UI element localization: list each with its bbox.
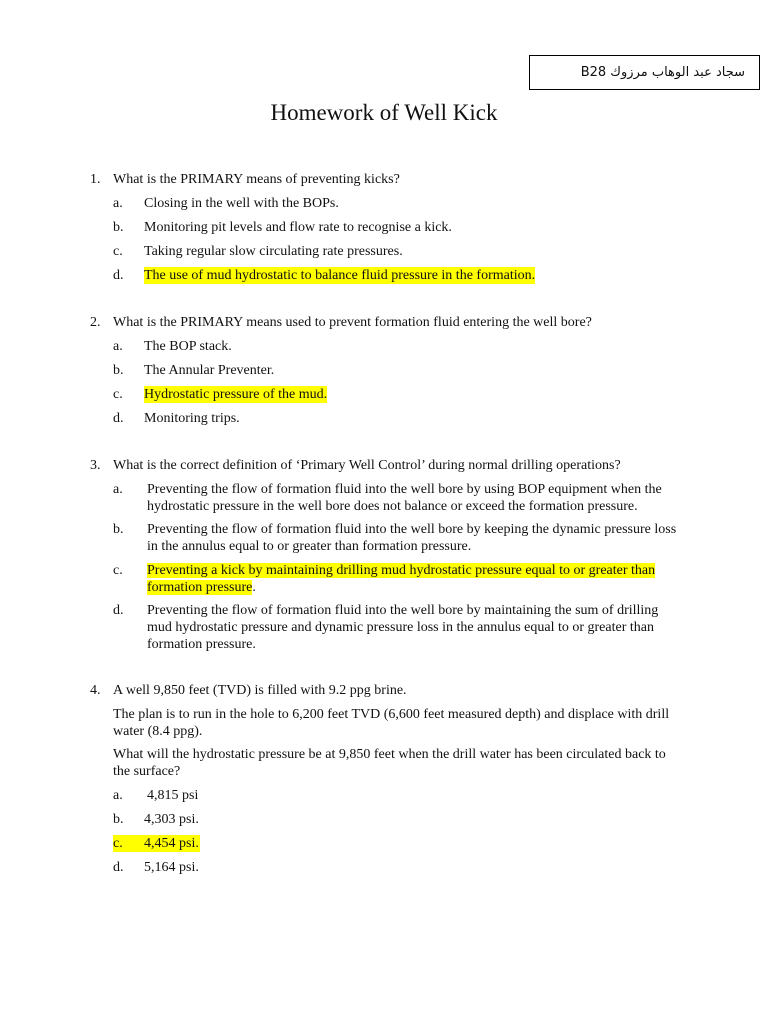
paragraph-line: water (8.4 ppg). [113, 724, 203, 739]
option-letter: a. [113, 196, 123, 211]
question-number: 4. [90, 683, 101, 698]
option-letter: d. [113, 268, 124, 283]
option-text-highlighted: formation pressure [147, 580, 253, 595]
question-number: 3. [90, 458, 101, 473]
option-letter: a. [113, 482, 123, 497]
option-text-highlighted: Hydrostatic pressure of the mud. [144, 387, 328, 402]
option-text: Taking regular slow circulating rate pressures. [144, 244, 403, 259]
student-name: سجاد عبد الوهاب مرزوك B28 [580, 65, 745, 80]
question-4-paragraph-2 [113, 746, 673, 780]
question-text: What is the PRIMARY means used to prevent formation fluid entering the well bore? [113, 315, 592, 330]
option-letter: d. [113, 603, 124, 618]
question-text: What is the PRIMARY means of preventing kicks? [113, 172, 400, 187]
option-letter: d. [113, 860, 124, 875]
option-text-line: in the annulus equal to or greater than formation pressure. [147, 539, 472, 554]
option-text-tail: . [252, 580, 256, 595]
option-text: 5,164 psi. [144, 860, 199, 875]
option-letter: c. [113, 836, 123, 851]
option-letter: a. [113, 788, 123, 803]
question-number: 1. [90, 172, 101, 187]
option-letter: c. [113, 244, 123, 259]
option-text: 4,815 psi [147, 788, 199, 803]
paragraph-line: the surface? [113, 764, 181, 779]
option-letter: a. [113, 339, 123, 354]
option-letter: b. [113, 812, 124, 827]
page-title: Homework of Well Kick [270, 100, 498, 125]
option-letter: d. [113, 411, 124, 426]
option-text-line: Preventing the flow of formation fluid into the well bore by keeping the dynamic pressure loss [147, 522, 677, 537]
option-text-line: Preventing the flow of formation fluid into the well bore by using BOP equipment when the [147, 482, 662, 497]
option-letter: b. [113, 522, 124, 537]
option-text: Monitoring trips. [144, 411, 240, 426]
option-text: The BOP stack. [144, 339, 232, 354]
question-number: 2. [90, 315, 101, 330]
option-text-line: mud hydrostatic pressure and dynamic pressure loss in the annulus equal to or greater than [147, 620, 654, 635]
option-text-line: Preventing the flow of formation fluid into the well bore by maintaining the sum of drilling [147, 603, 659, 618]
option-text-line: formation pressure. [147, 637, 256, 652]
option-text: Monitoring pit levels and flow rate to recognise a kick. [144, 220, 452, 235]
paragraph-line: What will the hydrostatic pressure be at 9,850 feet when the drill water has been circulated back to [113, 747, 666, 762]
option-text-line: hydrostatic pressure in the well bore does not balance or exceed the formation pressure. [147, 499, 638, 514]
option-text: 4,303 psi. [144, 812, 199, 827]
option-text: 4,454 psi. [144, 836, 199, 851]
option-letter: b. [113, 363, 124, 378]
option-letter: b. [113, 220, 124, 235]
option-text-highlighted: The use of mud hydrostatic to balance fluid pressure in the formation. [144, 268, 536, 283]
question-4-paragraph-1 [113, 706, 673, 740]
option-letter: c. [113, 387, 123, 402]
option-text: Closing in the well with the BOPs. [144, 196, 339, 211]
option-4c-highlighted [113, 835, 200, 852]
option-letter: c. [113, 563, 123, 578]
student-name-box [529, 55, 760, 90]
option-text: The Annular Preventer. [144, 363, 275, 378]
option-text-highlighted: Preventing a kick by maintaining drilling mud hydrostatic pressure equal to or greater than [147, 563, 656, 578]
question-text: A well 9,850 feet (TVD) is filled with 9.2 ppg brine. [113, 683, 407, 698]
paragraph-line: The plan is to run in the hole to 6,200 feet TVD (6,600 feet measured depth) and displace with drill [113, 707, 670, 722]
question-text: What is the correct definition of ‘Primary Well Control’ during normal drilling operations? [113, 458, 621, 473]
